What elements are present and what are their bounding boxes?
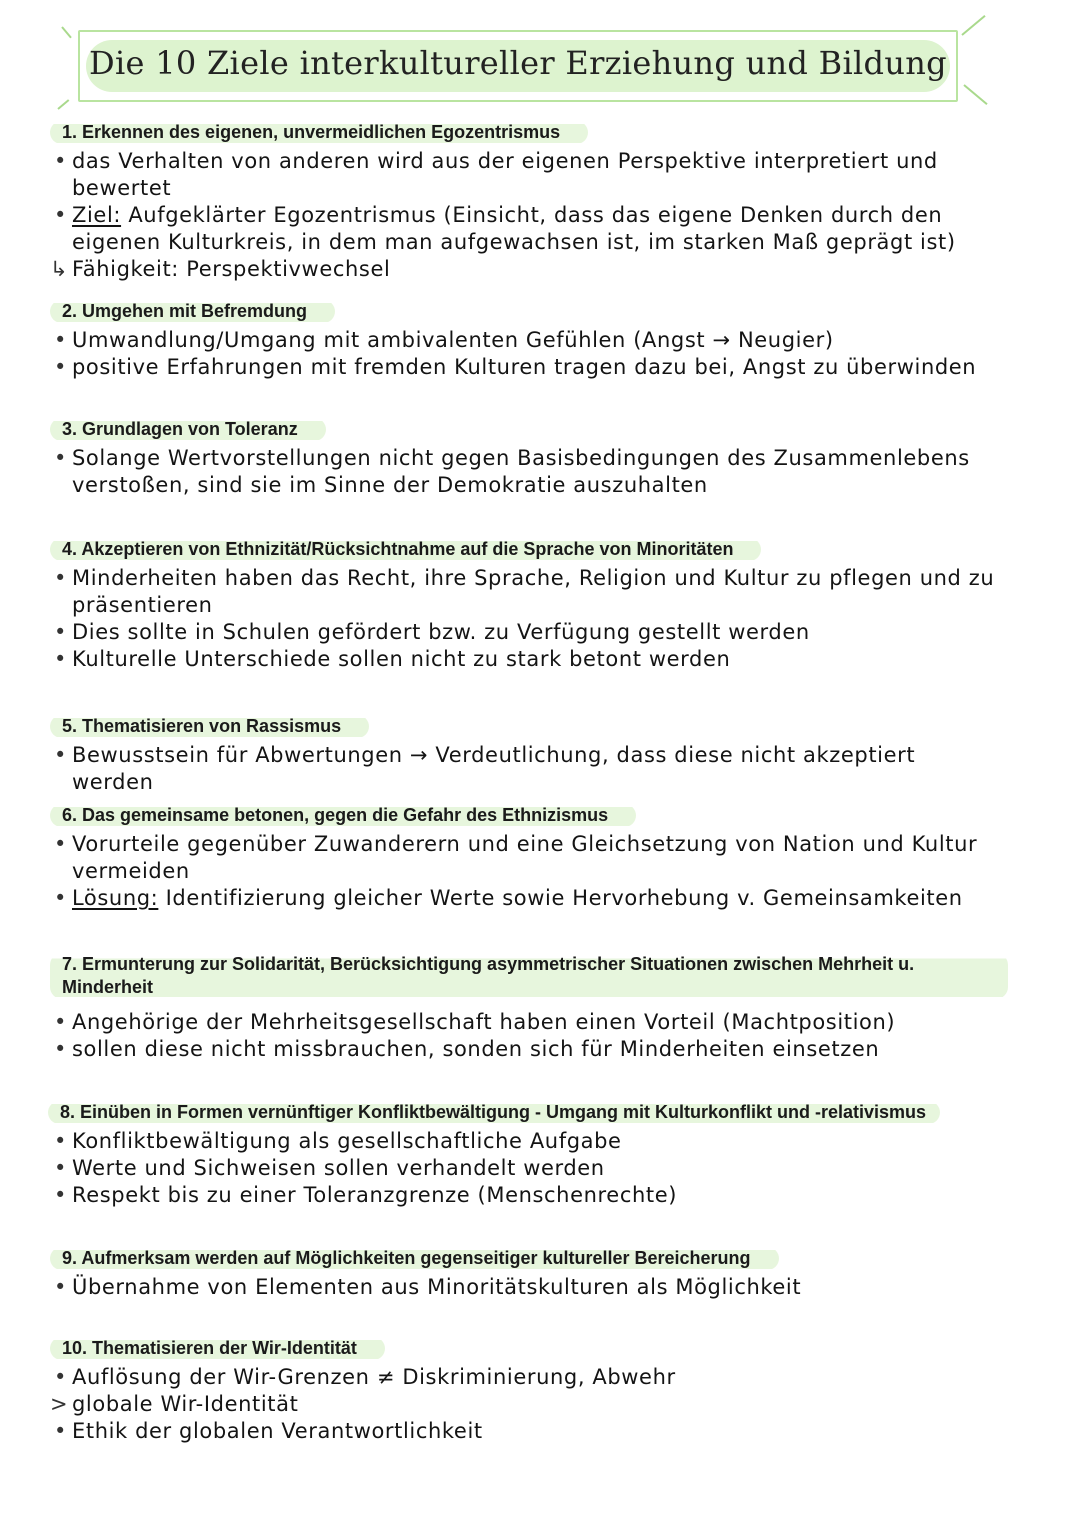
bullet-marker: • (54, 203, 67, 227)
bullet-marker: • (54, 1365, 67, 1389)
list-item-text: Kulturelle Unterschiede sollen nicht zu stark betont werden (72, 647, 731, 671)
section-heading: 2. Umgehen mit Befremdung (50, 300, 335, 323)
list-item-text: globale Wir-Identität (72, 1392, 299, 1416)
bullet-marker: • (54, 886, 67, 910)
bullet-marker: • (54, 149, 67, 173)
list-item (0, 885, 1000, 912)
list-item-text: Werte und Sichweisen sollen verhandelt werden (72, 1156, 605, 1180)
list-item (0, 445, 1000, 499)
section-2 (0, 300, 1080, 381)
bullet-list (0, 445, 1080, 499)
section-heading: 4. Akzeptieren von Ethnizität/Rücksichtnahme auf die Sprache von Minoritäten (50, 538, 761, 561)
list-item-label: Ziel: (72, 203, 122, 227)
bullet-list (0, 327, 1080, 381)
section-7 (0, 953, 1080, 1063)
section-heading: 1. Erkennen des eigenen, unvermeidlichen Egozentrismus (50, 121, 588, 144)
section-1 (0, 121, 1080, 283)
list-item-text: Aufgeklärter Egozentrismus (Einsicht, dass das eigene Denken durch den eigenen Kulturkreis, in dem man aufgewachsen ist, im starken Maß geprägt ist) (72, 203, 956, 254)
arrow-marker: > (50, 1392, 69, 1416)
list-item (0, 831, 1000, 885)
list-item (0, 1009, 1000, 1036)
bullet-list (0, 148, 1080, 283)
list-item (0, 1128, 1000, 1155)
list-item-text: Dies sollte in Schulen gefördert bzw. zu Verfügung gestellt werden (72, 620, 810, 644)
section-heading: 5. Thematisieren von Rassismus (50, 715, 369, 738)
corner-stroke-bottom-left (57, 99, 69, 110)
list-item-text: Respekt bis zu einer Toleranzgrenze (Menschenrechte) (72, 1183, 678, 1207)
bullet-marker: • (54, 328, 67, 352)
list-item (0, 1155, 1000, 1182)
list-item (0, 619, 1000, 646)
bullet-marker: • (54, 1275, 67, 1299)
bullet-list (0, 831, 1080, 912)
list-item (0, 148, 1000, 202)
list-item (0, 1274, 1000, 1301)
list-item (0, 1418, 1000, 1445)
list-item-text: positive Erfahrungen mit fremden Kulturen tragen dazu bei, Angst zu überwinden (72, 355, 977, 379)
section-6 (0, 804, 1080, 912)
list-item (0, 256, 1000, 283)
list-item (0, 742, 1000, 796)
list-item (0, 1364, 1000, 1391)
bullet-list (0, 1009, 1080, 1063)
section-heading: 7. Ermunterung zur Solidarität, Berücksichtigung asymmetrischer Situationen zwischen Mehrheit u. Minderheit (50, 953, 1008, 999)
section-5 (0, 715, 1080, 796)
bullet-marker: • (54, 1419, 67, 1443)
bullet-marker: • (54, 1183, 67, 1207)
list-item (0, 646, 1000, 673)
corner-stroke-bottom-right (963, 84, 987, 105)
bullet-list (0, 1128, 1080, 1209)
list-item (0, 202, 1000, 256)
bullet-marker: • (54, 446, 67, 470)
list-item (0, 1182, 1000, 1209)
section-heading: 9. Aufmerksam werden auf Möglichkeiten gegenseitiger kultureller Bereicherung (50, 1247, 779, 1270)
bullet-marker: • (54, 620, 67, 644)
list-item-text: sollen diese nicht missbrauchen, sonden sich für Minderheiten einsetzen (72, 1037, 880, 1061)
section-heading: 10. Thematisieren der Wir-Identität (50, 1337, 385, 1360)
bullet-marker: • (54, 832, 67, 856)
bullet-marker: • (54, 566, 67, 590)
arrow-marker: ↳ (50, 257, 69, 281)
bullet-marker: • (54, 355, 67, 379)
list-item (0, 1391, 1000, 1418)
page-title: Die 10 Ziele interkultureller Erziehung und Bildung (89, 44, 947, 82)
bullet-marker: • (54, 1037, 67, 1061)
list-item-text: Umwandlung/Umgang mit ambivalenten Gefühlen (Angst → Neugier) (72, 328, 834, 352)
section-8 (0, 1101, 1080, 1209)
bullet-marker: • (54, 647, 67, 671)
corner-stroke-top-left (61, 26, 72, 38)
bullet-marker: • (54, 743, 67, 767)
section-4 (0, 538, 1080, 673)
bullet-list (0, 565, 1080, 673)
list-item-label: Lösung: (72, 886, 159, 910)
list-item (0, 565, 1000, 619)
list-item (0, 327, 1000, 354)
list-item-text: Solange Wertvorstellungen nicht gegen Basisbedingungen des Zusammenlebens verstoßen, sind sie im Sinne der Demokratie auszuhalten (72, 446, 970, 497)
list-item-text: Fähigkeit: Perspektivwechsel (72, 257, 391, 281)
corner-stroke-top-right (961, 15, 985, 36)
bullet-list (0, 742, 1080, 796)
bullet-marker: • (54, 1156, 67, 1180)
list-item (0, 1036, 1000, 1063)
section-10 (0, 1337, 1080, 1445)
list-item (0, 354, 1000, 381)
section-heading: 8. Einüben in Formen vernünftiger Konfliktbewältigung - Umgang mit Kulturkonflikt und -relativismus (48, 1101, 940, 1124)
bullet-list (0, 1274, 1080, 1301)
list-item-text: Minderheiten haben das Recht, ihre Sprache, Religion und Kultur zu pflegen und zu präsentieren (72, 566, 995, 617)
bullet-marker: • (54, 1010, 67, 1034)
bullet-marker: • (54, 1129, 67, 1153)
section-3 (0, 418, 1080, 499)
list-item-text: Angehörige der Mehrheitsgesellschaft haben einen Vorteil (Machtposition) (72, 1010, 896, 1034)
list-item-text: Bewusstsein für Abwertungen → Verdeutlichung, dass diese nicht akzeptiert werden (72, 743, 916, 794)
section-heading: 3. Grundlagen von Toleranz (50, 418, 326, 441)
list-item-text: Übernahme von Elementen aus Minoritätskulturen als Möglichkeit (72, 1275, 802, 1299)
list-item-text: das Verhalten von anderen wird aus der eigenen Perspektive interpretiert und bewertet (72, 149, 938, 200)
list-item-text: Vorurteile gegenüber Zuwanderern und eine Gleichsetzung von Nation und Kultur vermeiden (72, 832, 978, 883)
list-item-text: Ethik der globalen Verantwortlichkeit (72, 1419, 483, 1443)
section-heading: 6. Das gemeinsame betonen, gegen die Gefahr des Ethnizismus (50, 804, 636, 827)
list-item-text: Konfliktbewältigung als gesellschaftliche Aufgabe (72, 1129, 622, 1153)
bullet-list (0, 1364, 1080, 1445)
list-item-text: Auflösung der Wir-Grenzen ≠ Diskriminierung, Abwehr (72, 1365, 676, 1389)
section-9 (0, 1247, 1080, 1301)
list-item-text: Identifizierung gleicher Werte sowie Hervorhebung v. Gemeinsamkeiten (158, 886, 963, 910)
